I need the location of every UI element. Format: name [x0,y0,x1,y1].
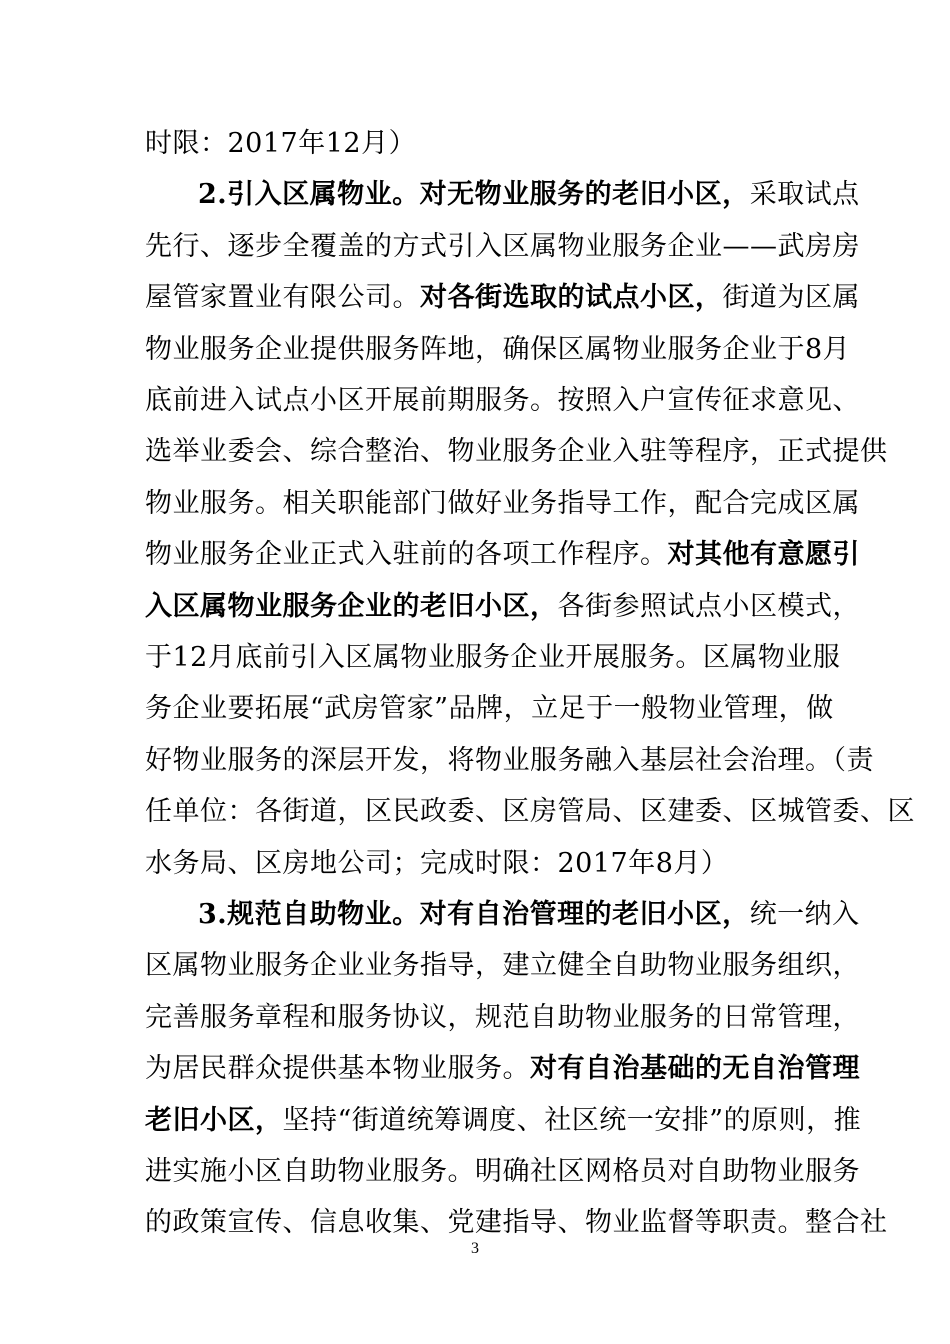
text-line [145,230,860,263]
text-line [145,1156,860,1188]
text-segment: 进实施小区自助物业服务。明确社区网格员对自助物业服务 [145,1156,860,1187]
text-segment: 区属物业服务企业业务指导，建立健全自助物业服务组织， [145,950,860,982]
text-line [145,1001,860,1034]
bold-text-segment: 对各街选取的试点小区， [420,282,723,314]
text-segment: 任单位：各街道，区民政委、区房管局、区建委、区城管委、区 [145,796,915,828]
text-line [145,128,807,160]
page-number: 3 [471,1240,479,1257]
text-segment: 物业服务企业提供服务阵地，确保区属物业服务企业于8月 [145,333,851,365]
text-segment: 物业服务企业正式入驻前的各项工作程序。 [145,539,668,571]
text-line [145,744,874,777]
text-line [145,539,860,571]
text-line [145,385,860,417]
text-line [145,436,888,468]
text-segment: 完善服务章程和服务协议，规范自助物业服务的日常管理， [145,1001,860,1033]
text-segment: 物业服务。相关职能部门做好业务指导工作，配合完成区属 [145,487,860,519]
bold-text-segment: 老旧小区， [145,1104,283,1136]
text-segment: 水务局、区房地公司；完成时限：2017年8月） [145,847,729,879]
text-segment: 街道为区属 [722,282,860,314]
bold-text-segment: 2.引入区属物业。对无物业服务的老旧小区， [198,179,750,211]
text-line [145,487,860,520]
text-segment: 为居民群众提供基本物业服务。 [145,1053,530,1085]
text-segment: 好物业服务的深层开发，将物业服务融入基层社会治理。（责 [145,744,874,776]
text-segment: 务企业要拓展“武房管家”品牌，立足于一般物业管理，做 [145,693,834,725]
text-line [145,642,841,674]
text-line [145,1104,862,1137]
text-line [145,950,860,982]
text-segment: 底前进入试点小区开展前期服务。按照入户宣传征求意见、 [145,385,860,416]
text-line [145,333,851,366]
text-line [145,848,807,880]
bold-text-segment: 3.规范自助物业。对有自治管理的老旧小区， [198,899,750,930]
text-segment: 坚持“街道统筹调度、社区统一安排”的原则，推 [282,1104,862,1136]
text-segment: 于12月底前引入区属物业服务企业开展服务。区属物业服 [145,642,841,673]
text-line [145,1053,860,1085]
bold-text-segment: 对有自治基础的无自治管理 [530,1053,860,1085]
text-segment: 各街参照试点小区模式， [557,590,860,622]
bold-text-segment: 对其他有意愿引 [667,539,860,571]
text-line [198,899,860,931]
text-segment: 统一纳入 [749,899,860,930]
text-line [145,590,860,623]
text-line [145,796,915,828]
text-line [145,1207,888,1239]
text-line [145,693,834,725]
text-segment: 屋管家置业有限公司。 [145,282,420,314]
text-segment: 选举业委会、综合整治、物业服务企业入驻等程序，正式提供 [145,436,888,468]
text-segment: 的政策宣传、信息收集、党建指导、物业监督等职责。整合社 [145,1207,888,1239]
text-segment: 采取试点 [749,179,860,211]
bold-text-segment: 入区属物业服务企业的老旧小区， [145,590,558,622]
text-segment: 先行、逐步全覆盖的方式引入区属物业服务企业——武房房 [145,230,860,262]
text-segment: 时限：2017年12月） [145,128,417,159]
text-line [145,282,860,314]
text-line [198,179,860,211]
